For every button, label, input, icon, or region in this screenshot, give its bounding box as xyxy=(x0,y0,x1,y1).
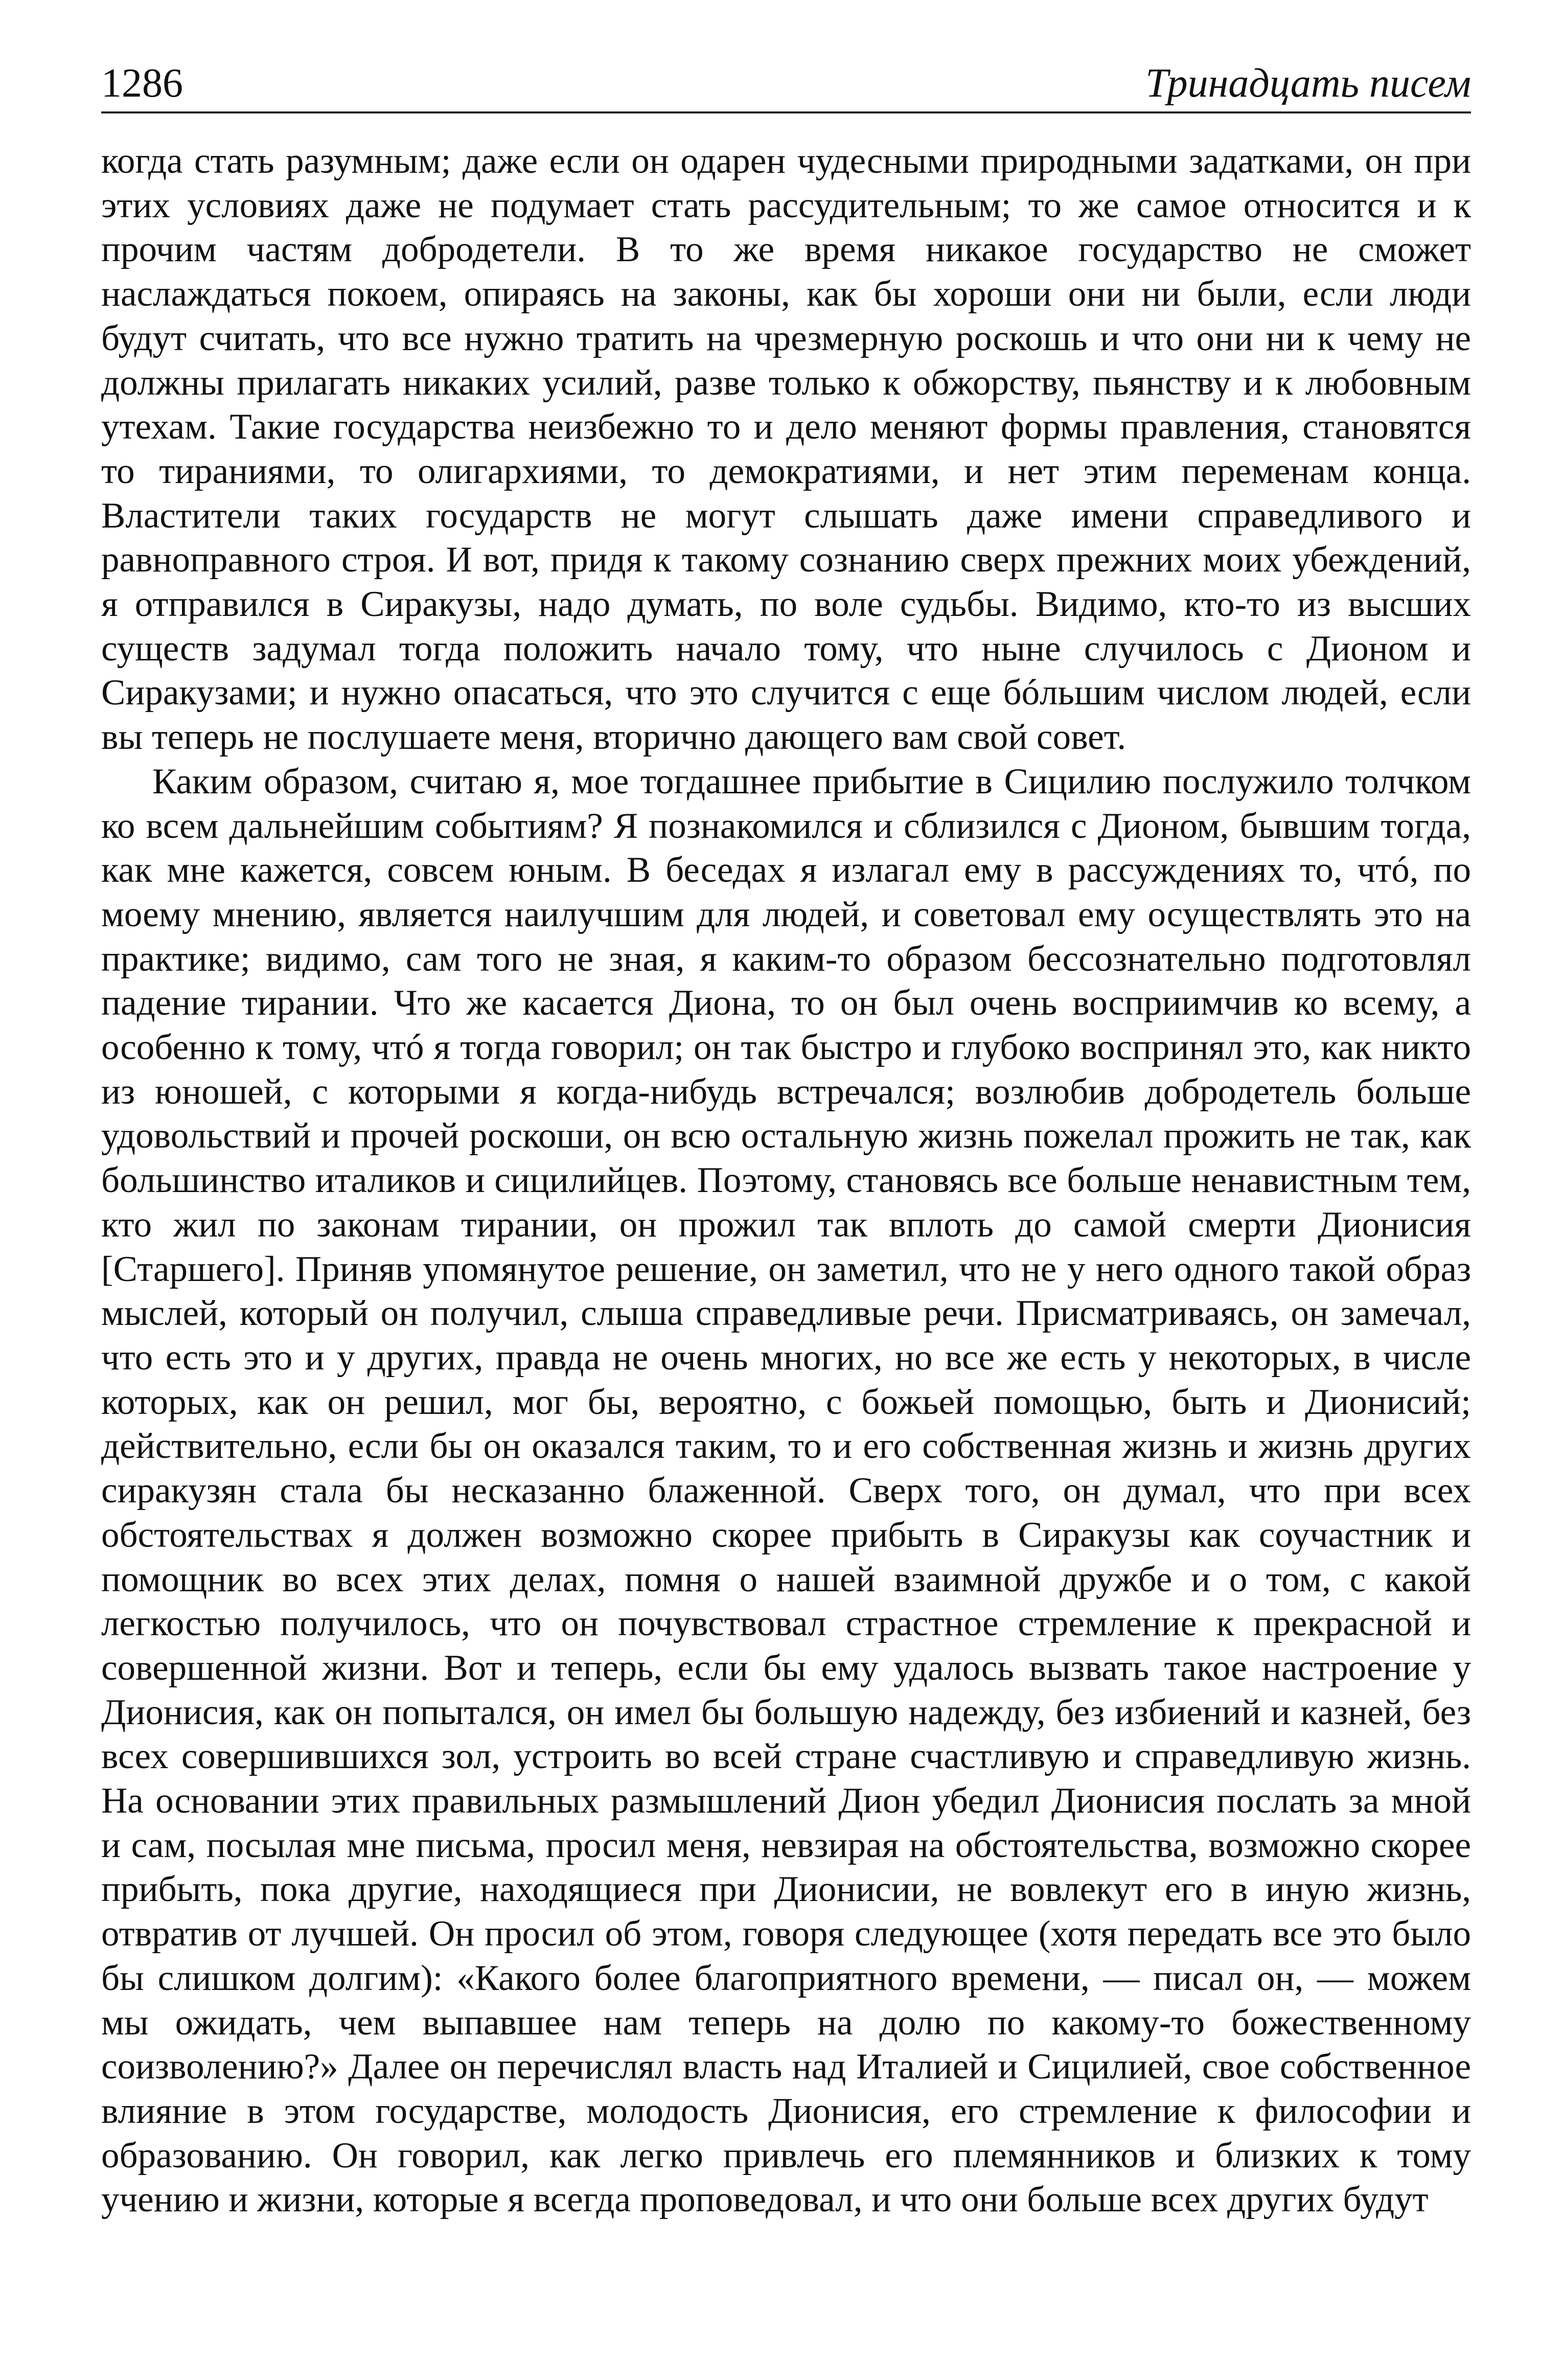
paragraph-continuation: когда стать разумным; даже если он одарен чудесными природными задатками, он при этих условиях даже не подумает стать рассудительным; то же самое относится и к прочим частям добродетели. В то же время никакое государство не сможет наслаждаться покоем, опираясь на законы, как бы хороши они ни были, если люди будут считать, что все нужно тратить на чрезмерную роскошь и что они ни к чему не должны прилагать никаких усилий, разве только к обжорству, пьянству и к любовным утехам. Такие государства неизбежно то и дело меняют формы правления, становятся то тираниями, то олигархиями, то демократиями, и нет этим переменам конца. Властители таких государств не могут слышать даже имени справедливого и равноправного строя. И вот, придя к такому сознанию сверх прежних моих убеждений, я отправился в Сиракузы, надо думать, по воле судьбы. Видимо, кто-то из высших существ задумал тогда положить начало тому, что ныне случилось с Дионом и Сиракузами; и нужно опасаться, что это случится с еще бóльшим числом людей, если вы теперь не послушаете меня, вторично дающего вам свой совет. xyxy=(101,141,1471,758)
book-page xyxy=(101,60,1471,2222)
running-header xyxy=(101,60,1471,113)
page-number: 1286 xyxy=(101,61,183,106)
running-title: Тринадцать писем xyxy=(1145,61,1471,106)
body-text xyxy=(101,139,1471,2222)
paragraph: Каким образом, считаю я, мое тогдашнее прибытие в Сицилию послужило толчком ко всем дальнейшим событиям? Я познакомился и сблизился с Дионом, бывшим тогда, как мне кажется, совсем юным. В беседах я излагал ему в рассуждениях то, чтó, по моему мнению, является наилучшим для людей, и советовал ему осуществлять это на практике; видимо, сам того не зная, я каким-то образом бессознательно подготовлял падение тирании. Что же касается Диона, то он был очень восприимчив ко всему, а особенно к тому, чтó я тогда говорил; он так быстро и глубоко воспринял это, как никто из юношей, с которыми я когда-нибудь встречался; возлюбив добродетель больше удовольствий и прочей роскоши, он всю остальную жизнь пожелал прожить не так, как большинство италиков и сицилийцев. Поэтому, становясь все больше ненавистным тем, кто жил по законам тирании, он прожил так вплоть до самой смерти Дионисия [Старшего]. Приняв упомянутое решение, он заметил, что не у него одного такой образ мыслей, который он получил, слыша справедливые речи. Присматриваясь, он замечал, что есть это и у других, правда не очень многих, но все же есть у некоторых, в числе которых, как он решил, мог бы, вероятно, с божьей помощью, быть и Дионисий; действительно, если бы он оказался таким, то и его собственная жизнь и жизнь других сиракузян стала бы несказанно блаженной. Сверх того, он думал, что при всех обстоятельствах я должен возможно скорее прибыть в Сиракузы как соучастник и помощник во всех этих делах, помня о нашей взаимной дружбе и о том, с какой легкостью получилось, что он почувствовал страстное стремление к прекрасной и совершенной жизни. Вот и теперь, если бы ему удалось вызвать такое настроение у Дионисия, как он попытался, он имел бы большую надежду, без избиений и казней, без всех совершившихся зол, устроить во всей стране счастливую и справедливую жизнь. На основании этих правильных размышлений Дион убедил Дионисия послать за мной и сам, посылая мне письма, просил меня, невзирая на обстоятельства, возможно скорее прибыть, пока другие, находящиеся при Дионисии, не вовлекут его в иную жизнь, отвратив от лучшей. Он просил об этом, говоря следующее (хотя передать все это было бы слишком долгим): «Какого более благоприятного времени, — писал он, — можем мы ожидать, чем выпавшее нам теперь на долю по какому-то божественному соизволению?» Далее он перечислял власть над Италией и Сицилией, свое собственное влияние в этом государстве, молодость Дионисия, его стремление к философии и образованию. Он говорил, как легко привлечь его племянников и близких к тому учению и жизни, которые я всегда проповедовал, и что они больше всех других будут xyxy=(101,761,1471,2220)
